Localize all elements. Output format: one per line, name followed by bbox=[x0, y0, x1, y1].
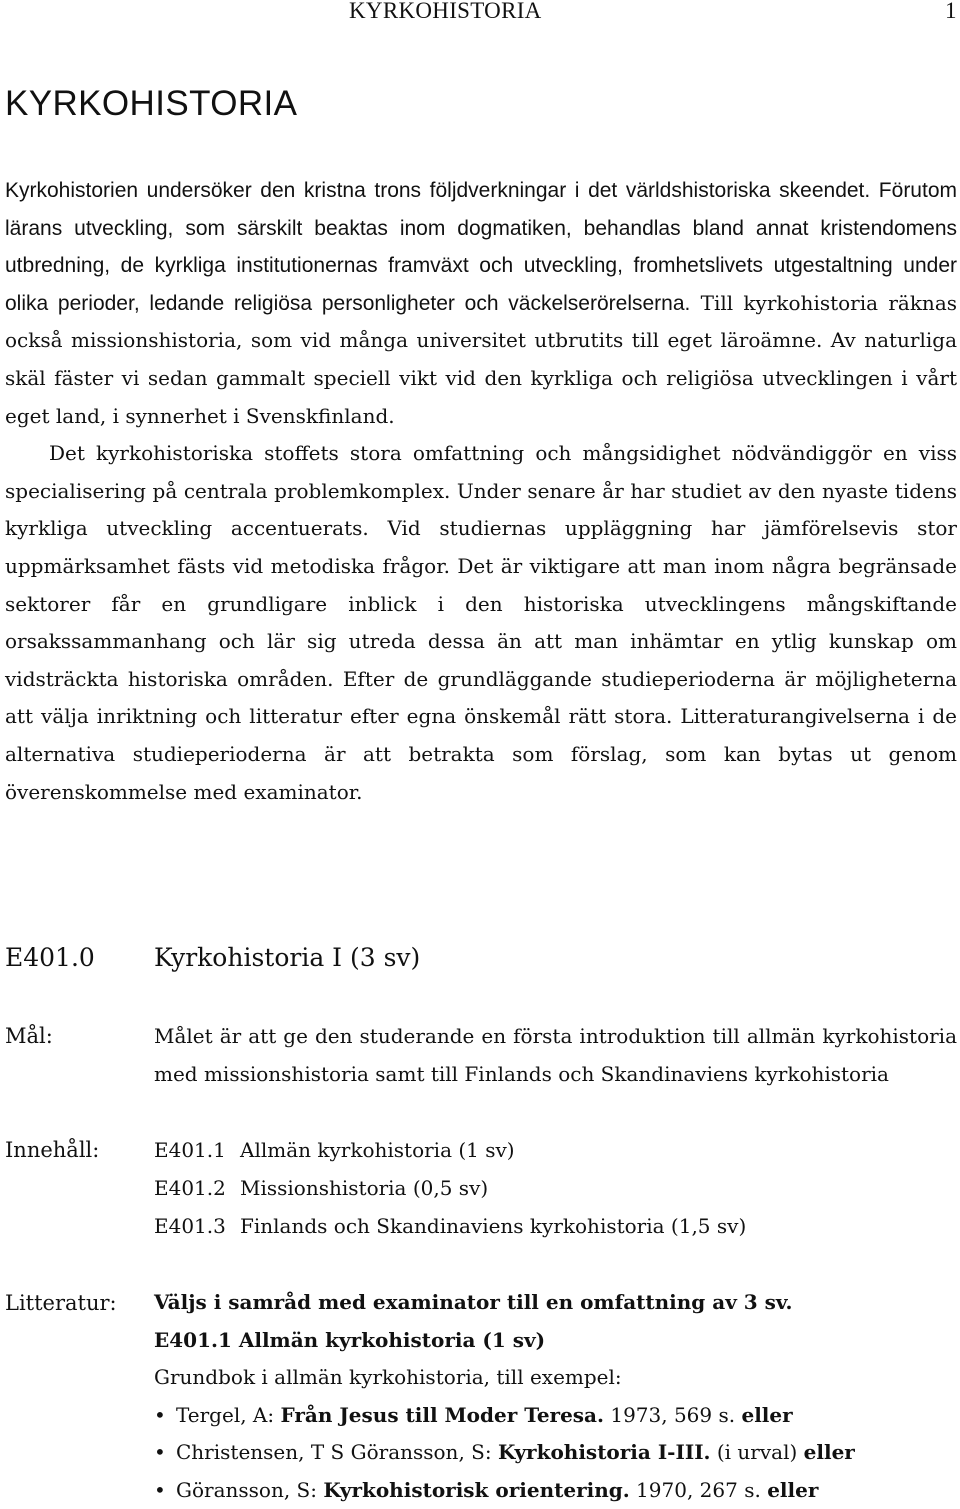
content-item bbox=[154, 1131, 954, 1169]
book-list-item bbox=[154, 1397, 960, 1435]
book-title: Kyrkohistoria I-III. bbox=[497, 1440, 711, 1464]
page-title: KYRKOHISTORIA bbox=[5, 84, 298, 123]
running-head bbox=[0, 0, 960, 26]
book-conjunction: eller bbox=[741, 1402, 793, 1427]
content-item-text: Allmän kyrkohistoria (1 sv) bbox=[240, 1138, 515, 1162]
content-item-text: Finlands och Skandinaviens kyrkohistoria (1,5 sv) bbox=[240, 1214, 747, 1238]
intro-paragraph-1 bbox=[5, 172, 957, 435]
literature-intro-text: Väljs i samråd med examinator till en omfattning av 3 sv. bbox=[154, 1290, 793, 1314]
content-item-code: E401.2 bbox=[154, 1176, 226, 1200]
course-code: E401.0 bbox=[5, 943, 95, 972]
running-head-title: KYRKOHISTORIA bbox=[349, 0, 542, 23]
intro-paragraph-1-part2: Till kyrkohistoria räknas också missionshistoria, som vid många universitet utbrutits till eget läroämne. Av naturliga skäl fäster vi sedan gammalt speciell vikt vid den kyrkliga och religiösa utvecklingen i vårt eget land, i synnerhet i Svenskfinland. bbox=[5, 290, 958, 428]
intro-section bbox=[5, 172, 957, 811]
book-conjunction: eller bbox=[803, 1440, 855, 1464]
literature-label: Litteratur: bbox=[5, 1291, 117, 1315]
book-list-item bbox=[154, 1434, 960, 1472]
book-details: 1973, 569 s. bbox=[603, 1402, 742, 1427]
book-list-item bbox=[154, 1472, 960, 1509]
literature-subheading-text: E401.1 Allmän kyrkohistoria (1 sv) bbox=[154, 1327, 546, 1352]
intro-paragraph-1-part1: Kyrkohistorien undersöker den kristna trons följdverkningar i det världshistoriska skeendet. Förutom lärans utveckling, som särskilt beaktas inom dogmatiken, behandlas bland annat kristendomens utbredning, de kyrkliga institutionernas framväxt och utveckling, fromhetslivets utgestaltning under olika perioder, ledande religiösa personligheter och väckelserörelserna. bbox=[5, 179, 957, 315]
content-item bbox=[154, 1207, 954, 1245]
course-title: Kyrkohistoria I (3 sv) bbox=[154, 943, 421, 972]
intro-paragraph-2: Det kyrkohistoriska stoffets stora omfattning och mångsidighet nödvändiggör en viss specialisering på centrala problemkomplex. Under senare år har studiet av den nyaste tidens kyrkliga utveckling accentuerats. Vid studiernas uppläggning har jämförelsevis stor uppmärksamhet fästs vid metodiska frågor. Det är viktigare att man inom några begränsade sektorer får en grundligare inblick i den historiska utvecklingens mångskiftande orsakssammanhang och lär sig utreda dessa än att man inhämtar en ytlig kunskap om vidsträckta historiska områden. Efter de grundläggande studieperioderna är möjligheterna att välja inriktning och litteratur efter egna önskemål rätt stora. Litteraturangivelserna i de alternativa studieperioderna är att betrakta som förslag, som kan bytas ut genom överenskommelse med examinator. bbox=[5, 441, 957, 804]
bullet-icon: • bbox=[154, 1477, 166, 1502]
basic-book-text: Grundbok i allmän kyrkohistoria, till exempel: bbox=[154, 1365, 622, 1389]
content-item-text: Missionshistoria (0,5 sv) bbox=[240, 1176, 489, 1200]
book-details: (i urval) bbox=[710, 1440, 804, 1464]
content-item-code: E401.3 bbox=[154, 1214, 226, 1238]
book-details: 1970, 267 s. bbox=[629, 1477, 768, 1502]
book-conjunction: eller bbox=[767, 1477, 819, 1502]
page-number: 1 bbox=[945, 0, 957, 23]
bullet-icon: • bbox=[154, 1440, 166, 1464]
content-list bbox=[154, 1131, 954, 1245]
book-title: Kyrkohistorisk orientering. bbox=[323, 1477, 630, 1502]
book-title: Från Jesus till Moder Teresa. bbox=[280, 1402, 604, 1427]
goal-label: Mål: bbox=[5, 1024, 53, 1048]
literature-section bbox=[154, 1284, 960, 1509]
content-item-code: E401.1 bbox=[154, 1138, 226, 1162]
book-author: Göransson, S: bbox=[176, 1477, 324, 1502]
content-item bbox=[154, 1169, 954, 1207]
book-author: Tergel, A: bbox=[176, 1402, 281, 1427]
content-label: Innehåll: bbox=[5, 1138, 100, 1162]
book-author: Christensen, T S Göransson, S: bbox=[176, 1440, 498, 1464]
literature-subheading bbox=[154, 1322, 960, 1360]
goal-text: Målet är att ge den studerande en första introduktion till allmän kyrkohistoria med missionshistoria samt till Finlands och Skandinaviens kyrkohistoria bbox=[154, 1024, 957, 1086]
bullet-icon: • bbox=[154, 1402, 166, 1427]
literature-intro bbox=[154, 1284, 960, 1322]
